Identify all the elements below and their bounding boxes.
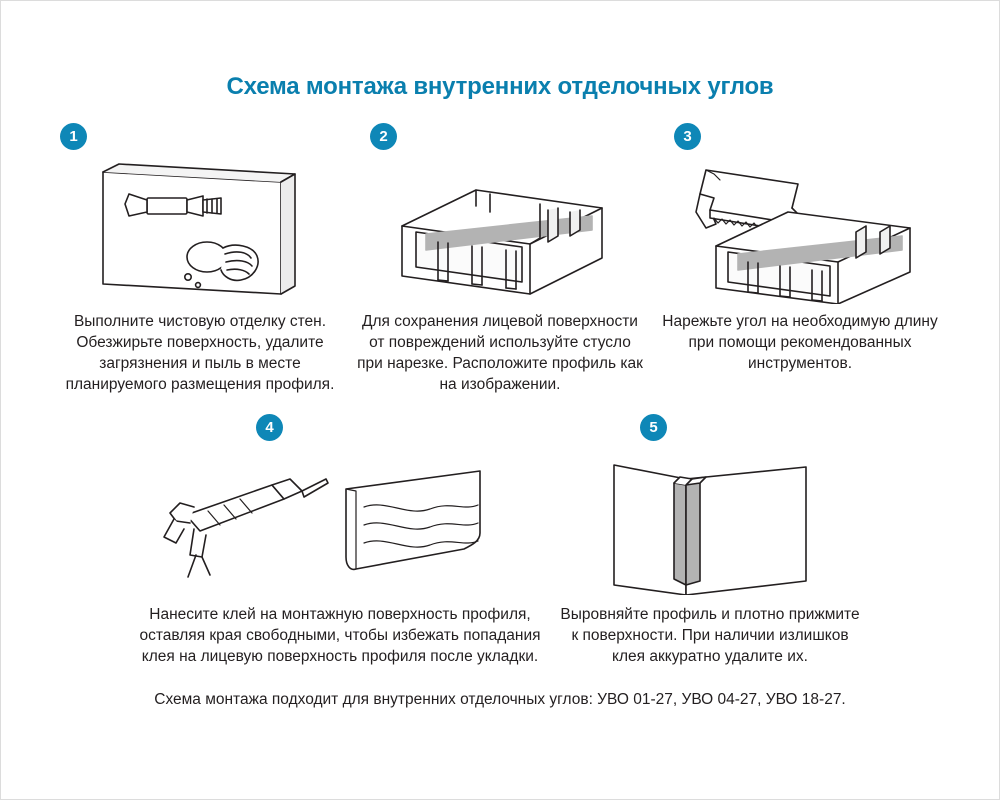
step-1-illustration xyxy=(85,154,315,304)
miter-box-saw-icon xyxy=(680,154,920,304)
step-4-caption: Нанесите клей на монтажную поверхность профиля, оставляя края свободными, чтобы избежать попадания клея на лицевую поверхность профиля после укладки. xyxy=(139,605,541,665)
step-number-badge: 5 xyxy=(640,414,667,441)
step-2-caption: Для сохранения лицевой поверхности от повреждений используйте стусло при нарезке. Расположите профиль как на изображении. xyxy=(357,313,643,393)
step-4-illustration xyxy=(150,445,530,595)
step-number-badge: 4 xyxy=(256,414,283,441)
step-number-badge: 1 xyxy=(60,123,87,150)
page-title: Схема монтажа внутренних отделочных углов xyxy=(226,73,774,100)
corner-install-icon xyxy=(590,445,830,595)
step-1 xyxy=(50,123,350,396)
step-4 xyxy=(130,414,550,668)
step-3 xyxy=(650,123,950,375)
miter-box-profile-icon xyxy=(380,154,620,304)
step-2-illustration xyxy=(380,154,620,304)
step-3-illustration xyxy=(680,154,920,304)
step-number-badge: 3 xyxy=(674,123,701,150)
steps-row-top xyxy=(1,123,999,396)
step-5 xyxy=(550,414,870,668)
step-3-caption: Нарежьте угол на необходимую длину при помощи рекомендованных инструментов. xyxy=(662,313,938,372)
footer-note: Схема монтажа подходит для внутренних отделочных углов: УВО 01-27, УВО 04-27, УВО 18-27. xyxy=(154,691,846,709)
steps-row-bottom xyxy=(1,414,999,668)
step-2 xyxy=(350,123,650,396)
glue-gun-profile-icon xyxy=(150,445,530,595)
step-number-badge: 2 xyxy=(370,123,397,150)
step-5-caption: Выровняйте профиль и плотно прижмите к поверхности. При наличии излишков клея аккуратно удалите их. xyxy=(560,605,860,665)
wall-brush-icon xyxy=(85,154,315,304)
step-1-caption: Выполните чистовую отделку стен. Обезжирьте поверхность, удалите загрязнения и пыль в месте планируемого размещения профиля. xyxy=(65,313,335,393)
step-5-illustration xyxy=(590,445,830,595)
